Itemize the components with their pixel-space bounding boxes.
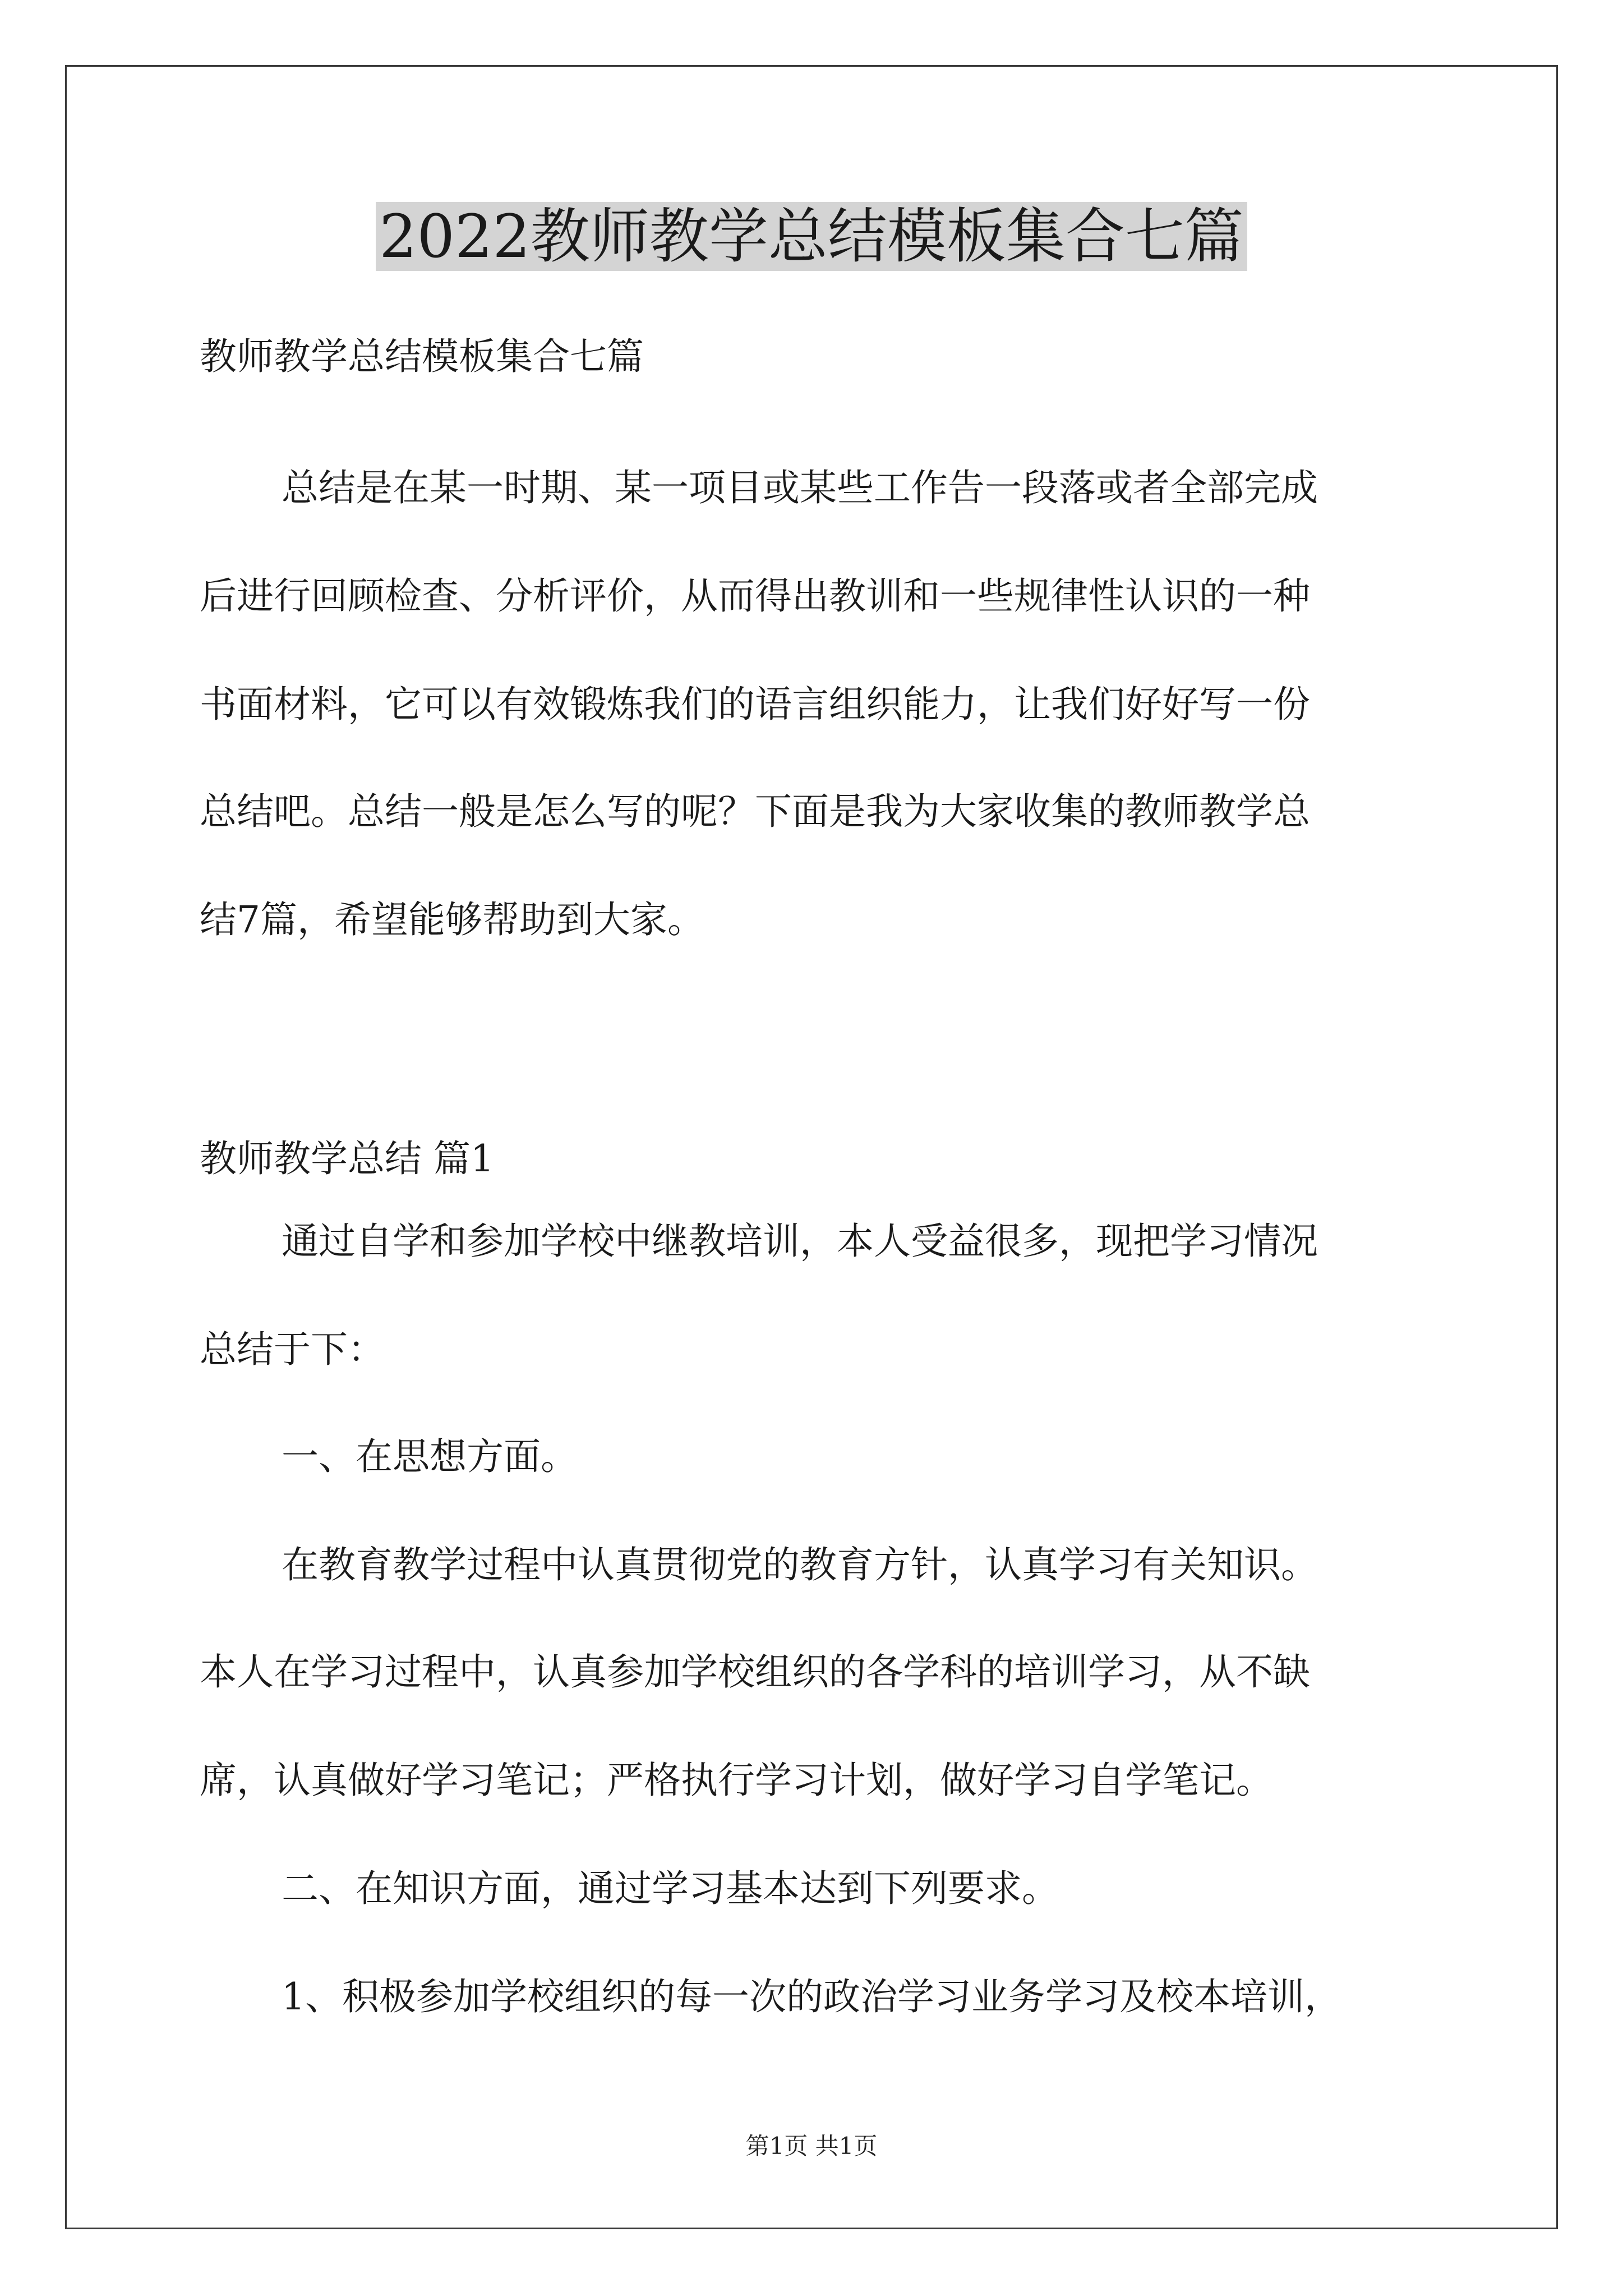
paragraph-line: 书面材料，它可以有效锻炼我们的语言组织能力，让我们好好写一份 <box>200 683 1310 726</box>
paragraph-line: 结7篇，希望能够帮助到大家。 <box>200 898 704 941</box>
paragraph-line: 后进行回顾检查、分析评价，从而得出教训和一些规律性认识的一种 <box>200 574 1310 618</box>
paragraph-line: 在教育教学过程中认真贯彻党的教育方针，认真学习有关知识。 <box>282 1543 1318 1586</box>
paragraph-line: 通过自学和参加学校中继教培训，本人受益很多，现把学习情况 <box>282 1220 1318 1263</box>
section-heading: 教师教学总结 篇1 <box>200 1137 494 1180</box>
paragraph-line: 总结于下： <box>200 1328 385 1371</box>
subtitle-line: 教师教学总结模板集合七篇 <box>200 335 644 378</box>
paragraph-line: 席，认真做好学习笔记；严格执行学习计划，做好学习自学笔记。 <box>200 1759 1273 1802</box>
document-title-text: 2022教师教学总结模板集合七篇 <box>376 202 1247 271</box>
paragraph-line: 二、在知识方面，通过学习基本达到下列要求。 <box>282 1867 1059 1910</box>
document-title <box>0 197 1623 276</box>
paragraph-line: 总结吧。总结一般是怎么写的呢？下面是我为大家收集的教师教学总 <box>200 790 1310 833</box>
paragraph-line: 本人在学习过程中，认真参加学校组织的各学科的培训学习，从不缺 <box>200 1650 1310 1694</box>
page-number-footer: 第1页 共1页 <box>745 2132 878 2160</box>
paragraph-line: 一、在思想方面。 <box>282 1435 578 1478</box>
paragraph-line: 总结是在某一时期、某一项目或某些工作告一段落或者全部完成 <box>282 466 1318 509</box>
paragraph-line: 1、积极参加学校组织的每一次的政治学习业务学习及校本培训， <box>282 1975 1341 2018</box>
